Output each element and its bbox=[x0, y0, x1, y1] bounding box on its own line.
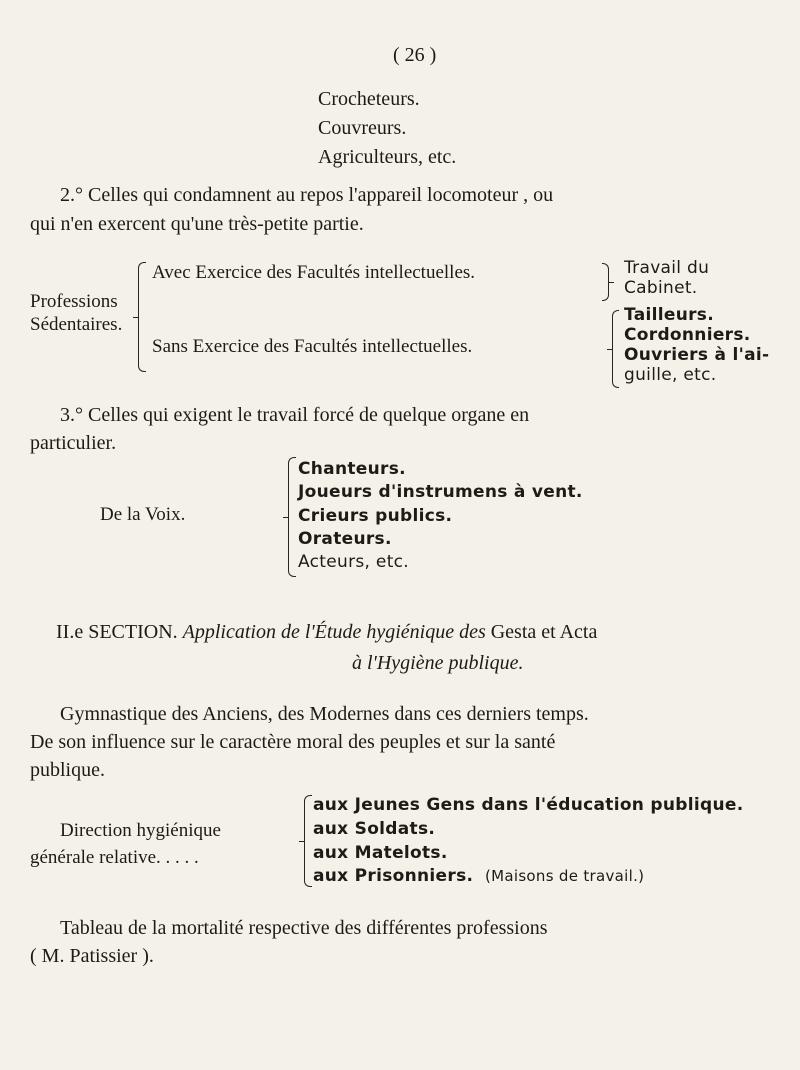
gymnastique-line3: publique. bbox=[30, 759, 105, 781]
voice-item: Orateurs. bbox=[298, 529, 392, 549]
with-item: Cabinet. bbox=[624, 278, 698, 298]
direction-item-last bbox=[313, 866, 644, 886]
voice-label: De la Voix. bbox=[100, 504, 186, 525]
list-item: Agriculteurs, etc. bbox=[318, 146, 457, 168]
section-heading bbox=[56, 621, 597, 644]
brace-direction bbox=[304, 795, 312, 887]
without-item: Tailleurs. bbox=[624, 305, 714, 325]
section-title-roman: Gesta et Acta bbox=[490, 621, 598, 643]
professions-label-line2: Sédentaires. bbox=[30, 314, 123, 335]
paragraph-item-2-line1: 2.° Celles qui condamnent au repos l'appareil locomoteur , ou bbox=[60, 184, 554, 206]
brace-with-exercise bbox=[602, 263, 609, 301]
without-item: Cordonniers. bbox=[624, 325, 751, 345]
paragraph-item-3-line1: 3.° Celles qui exigent le travail forcé de quelque organe en bbox=[60, 404, 530, 426]
brace-voice bbox=[288, 457, 296, 577]
section-number: II.e SECTION. bbox=[56, 621, 178, 643]
voice-item: Acteurs, etc. bbox=[298, 552, 410, 572]
with-exercise-label: Avec Exercice des Facultés intellectuelles. bbox=[152, 262, 476, 283]
voice-item: Joueurs d'instrumens à vent. bbox=[298, 482, 583, 502]
without-item: Ouvriers à l'ai- bbox=[624, 345, 770, 365]
direction-item: aux Prisonniers. bbox=[313, 866, 474, 886]
direction-label-line2: générale relative. . . . . bbox=[30, 847, 199, 868]
direction-item: aux Soldats. bbox=[313, 819, 436, 839]
direction-label-line1: Direction hygiénique bbox=[60, 820, 221, 841]
section-title-italic: Application de l'Étude hygiénique des bbox=[182, 621, 486, 643]
without-item: guille, etc. bbox=[624, 365, 717, 385]
page-number: ( 26 ) bbox=[393, 44, 437, 66]
list-item: Couvreurs. bbox=[318, 117, 407, 139]
direction-item: aux Jeunes Gens dans l'éducation publique. bbox=[313, 795, 744, 815]
gymnastique-line2: De son influence sur le caractère moral des peuples et sur la santé bbox=[30, 731, 556, 753]
brace-professions bbox=[138, 262, 146, 372]
professions-label-line1: Professions bbox=[30, 291, 118, 312]
with-item: Travail du bbox=[624, 258, 710, 278]
gymnastique-line1: Gymnastique des Anciens, des Modernes dans ces derniers temps. bbox=[60, 703, 589, 725]
voice-item: Crieurs publics. bbox=[298, 506, 453, 526]
brace-without-exercise bbox=[612, 310, 619, 388]
tableau-line2: ( M. Patissier ). bbox=[30, 945, 154, 967]
voice-item: Chanteurs. bbox=[298, 459, 406, 479]
paragraph-item-3-line2: particulier. bbox=[30, 432, 117, 454]
paragraph-item-2-line2: qui n'en exercent qu'une très-petite partie. bbox=[30, 213, 364, 235]
direction-note: (Maisons de travail.) bbox=[484, 867, 645, 885]
without-exercise-label: Sans Exercice des Facultés intellectuelles. bbox=[152, 336, 473, 357]
section-title-line2: à l'Hygiène publique. bbox=[352, 652, 524, 674]
list-item: Crocheteurs. bbox=[318, 88, 420, 110]
direction-item: aux Matelots. bbox=[313, 843, 448, 863]
tableau-line1: Tableau de la mortalité respective des différentes professions bbox=[60, 917, 548, 939]
